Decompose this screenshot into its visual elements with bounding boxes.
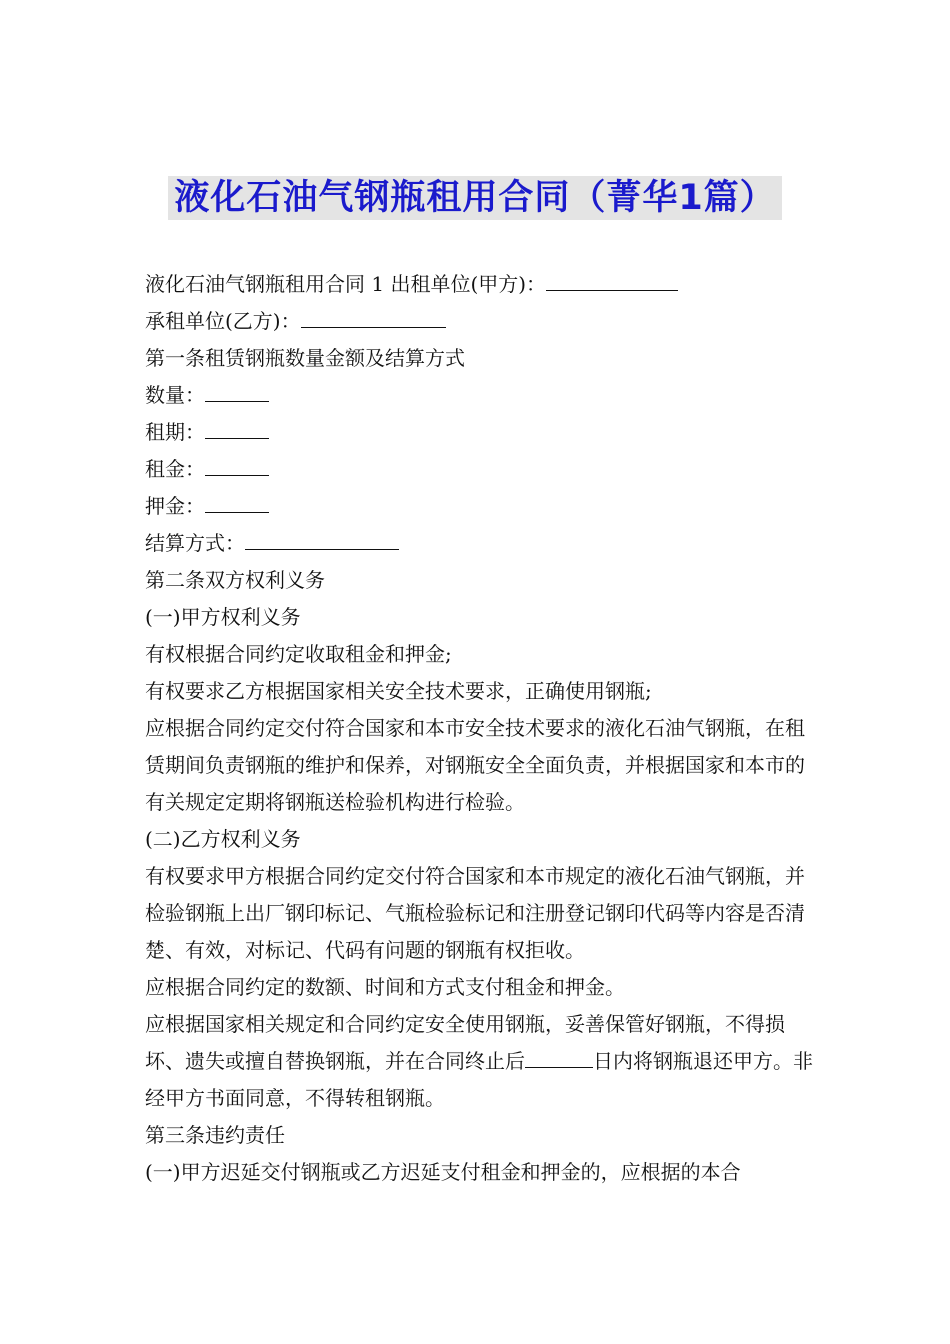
party-b-item-3 (145, 1006, 815, 1117)
lessee-label: 承租单位(乙方)： (145, 309, 301, 333)
article-1-heading: 第一条租赁钢瓶数量金额及结算方式 (145, 346, 465, 370)
party-a-item-1: 有权根据合同约定收取租金和押金; (145, 642, 452, 666)
settlement-blank (245, 527, 399, 550)
party-b-item-1: 有权要求甲方根据合同约定交付符合国家和本市规定的液化石油气钢瓶，并检验钢瓶上出厂钢印标记、气瓶检验标记和注册登记钢印代码等内容是否清楚、有效，对标记、代码有问题的钢瓶有权拒收。 (145, 864, 805, 962)
quantity-label: 数量： (145, 383, 205, 407)
deposit-label: 押金： (145, 494, 205, 518)
return-days-blank (525, 1045, 593, 1068)
lessor-blank (546, 268, 678, 291)
deposit-line (145, 488, 815, 525)
party-a-heading: (一)甲方权利义务 (145, 605, 301, 629)
party-b-item-3-text-a: 应根据国家相关规定和合同约定安全使用钢瓶，妥善保管好钢瓶，不得损坏、遗失或擅自替换钢瓶，并在合同终止后 (145, 1012, 785, 1073)
quantity-blank (205, 379, 269, 402)
breach-item-1: (一)甲方迟延交付钢瓶或乙方迟延支付租金和押金的，应根据的本合 (145, 1160, 741, 1184)
lessor-line (145, 266, 815, 303)
lessee-blank (301, 305, 446, 328)
term-label: 租期： (145, 420, 205, 444)
party-b-item-2: 应根据合同约定的数额、时间和方式支付租金和押金。 (145, 975, 625, 999)
quantity-line (145, 377, 815, 414)
deposit-blank (205, 490, 269, 513)
settlement-line (145, 525, 815, 562)
party-b-heading: (二)乙方权利义务 (145, 827, 301, 851)
rent-line (145, 451, 815, 488)
rent-blank (205, 453, 269, 476)
term-line (145, 414, 815, 451)
title-wrap (0, 176, 950, 220)
party-a-item-3: 应根据合同约定交付符合国家和本市安全技术要求的液化石油气钢瓶，在租赁期间负责钢瓶的维护和保养，对钢瓶安全全面负责，并根据国家和本市的有关规定定期将钢瓶送检验机构进行检验。 (145, 716, 805, 814)
rent-label: 租金： (145, 457, 205, 481)
document-title: 液化石油气钢瓶租用合同（菁华1篇） (168, 176, 781, 220)
settlement-label: 结算方式： (145, 531, 245, 555)
lessor-label: 液化石油气钢瓶租用合同 1 出租单位(甲方)： (145, 272, 547, 296)
article-3-heading: 第三条违约责任 (145, 1123, 285, 1147)
document-body (145, 266, 815, 1191)
lessee-line (145, 303, 815, 340)
party-b-item-3-text-b: 日内将钢瓶退还甲方。非经甲方书面同意，不得转租钢瓶。 (145, 1049, 813, 1110)
party-a-item-2: 有权要求乙方根据国家相关安全技术要求，正确使用钢瓶; (145, 679, 652, 703)
term-blank (205, 416, 269, 439)
article-2-heading: 第二条双方权利义务 (145, 568, 325, 592)
